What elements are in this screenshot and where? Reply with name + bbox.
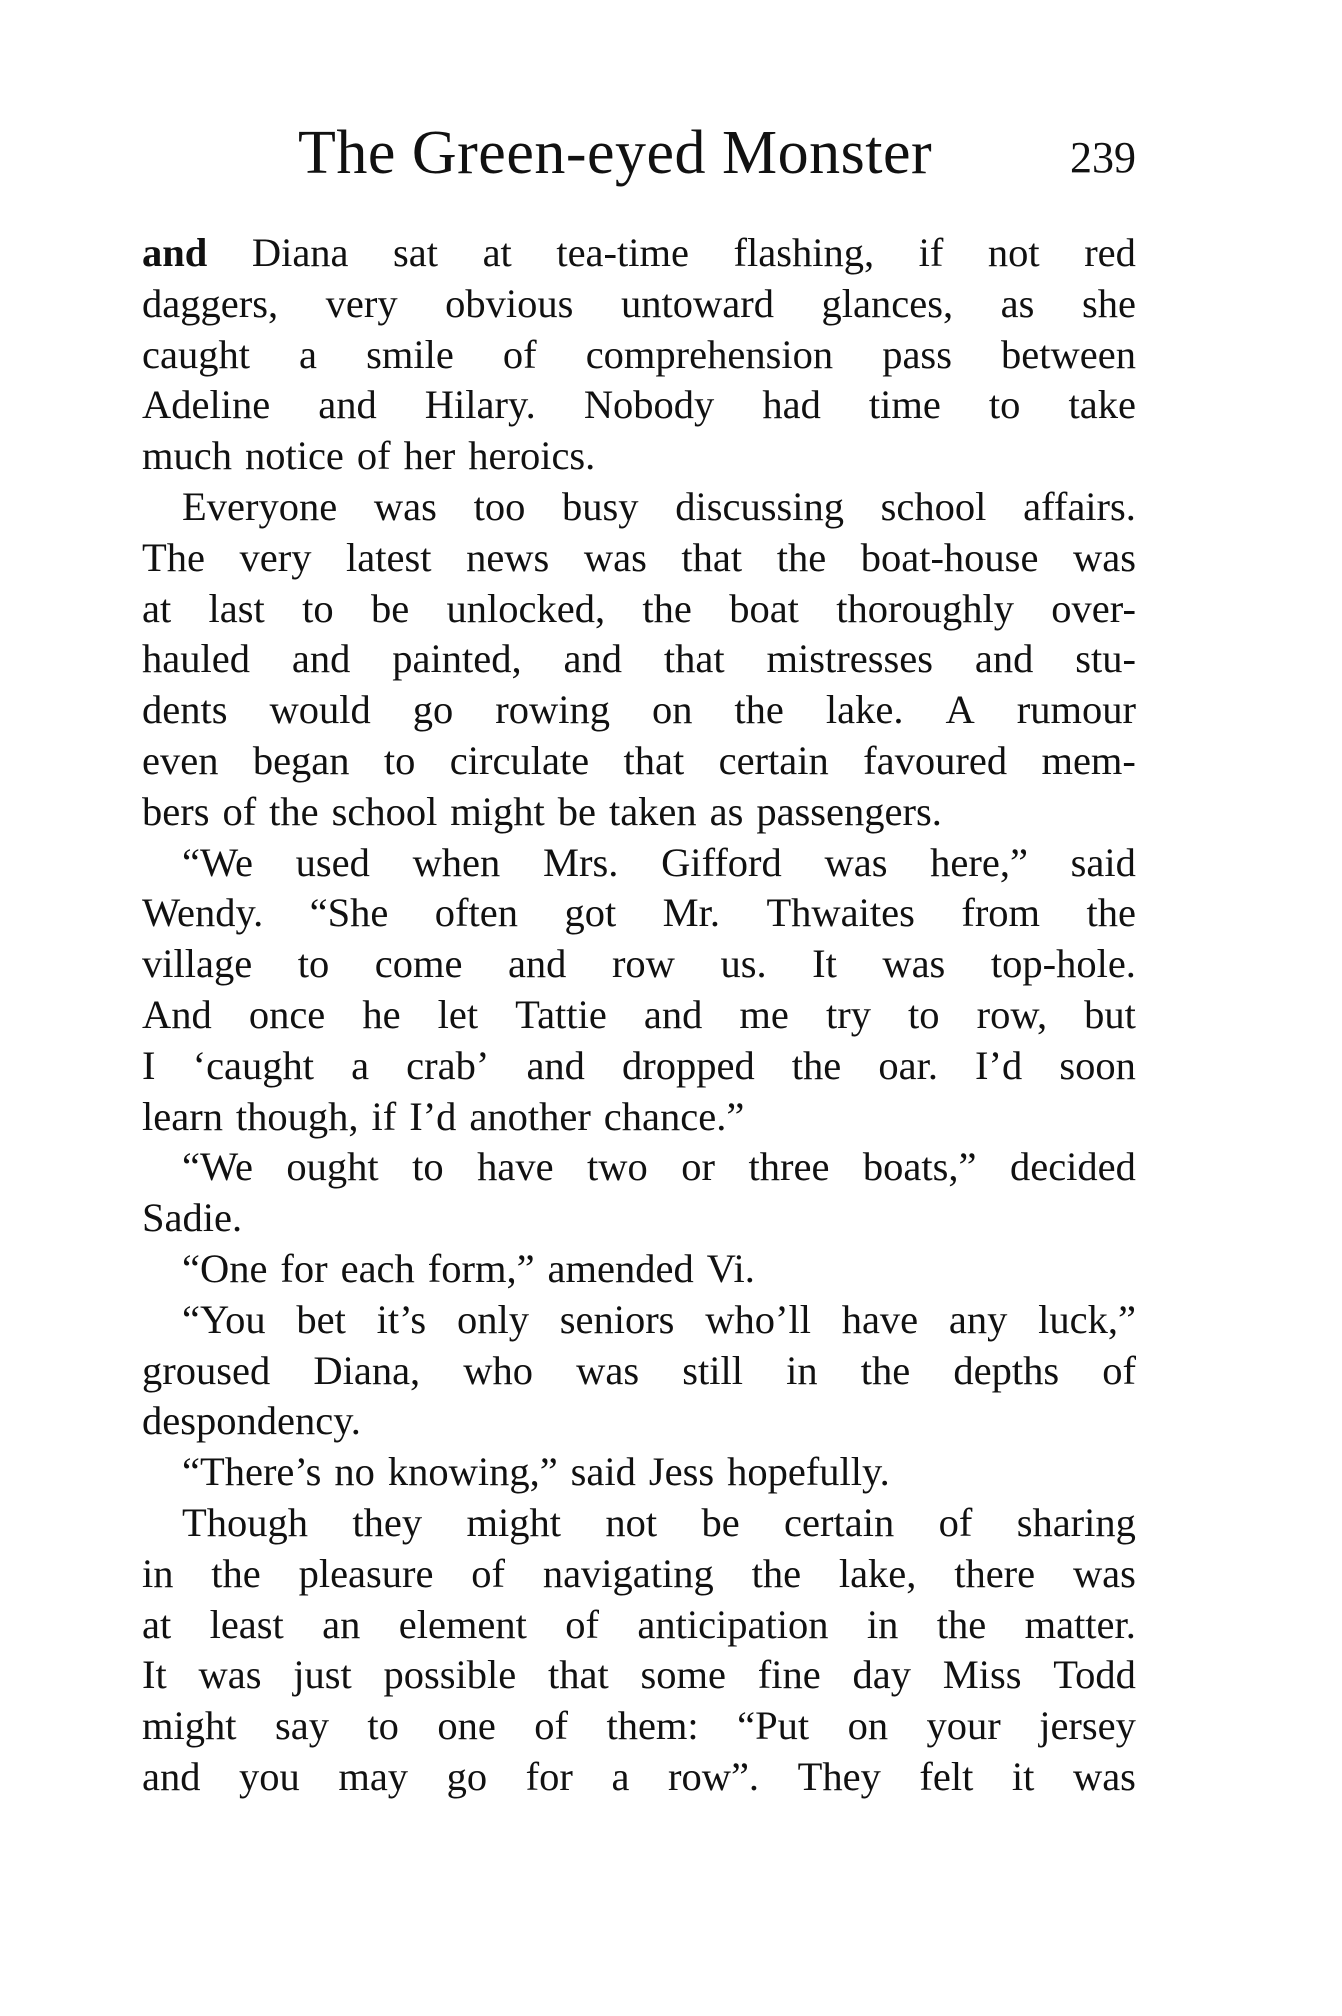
word: oar. xyxy=(878,1042,938,1088)
word: you xyxy=(239,1753,300,1799)
word: at xyxy=(142,1601,172,1647)
word: very xyxy=(239,534,312,580)
word: if xyxy=(918,230,944,275)
word: the xyxy=(791,1042,842,1088)
word: and xyxy=(643,991,703,1037)
word: dropped xyxy=(622,1042,755,1088)
text-line xyxy=(142,1600,1136,1651)
word: some xyxy=(640,1652,727,1698)
word: two xyxy=(587,1144,648,1190)
word: for xyxy=(280,1245,328,1291)
word: and xyxy=(507,941,567,987)
word: as xyxy=(1000,280,1035,326)
word: got xyxy=(564,890,617,936)
word: the xyxy=(734,687,784,733)
word: me xyxy=(739,991,789,1037)
text-line xyxy=(142,279,1136,330)
word: one xyxy=(437,1703,496,1749)
text-line xyxy=(142,888,1136,939)
word: “Put xyxy=(737,1703,810,1749)
word: Gifford xyxy=(661,839,782,885)
text-line xyxy=(142,1396,1136,1447)
page-number: 239 xyxy=(1070,133,1136,182)
word: time xyxy=(868,382,941,428)
word: and xyxy=(526,1042,585,1088)
word: Tattie xyxy=(515,991,607,1037)
word: and xyxy=(142,1753,201,1799)
word: and xyxy=(142,230,208,275)
word: ‘caught xyxy=(192,1042,315,1088)
body-text xyxy=(142,228,1136,1803)
word: They xyxy=(797,1753,881,1799)
word: lake, xyxy=(838,1550,917,1596)
word: though, xyxy=(235,1093,359,1139)
text-line xyxy=(142,431,1136,482)
word: have xyxy=(477,1144,554,1190)
word: certain xyxy=(784,1499,895,1545)
word: comprehension xyxy=(585,331,834,377)
word: row, xyxy=(976,991,1048,1037)
word: Wendy. xyxy=(142,890,264,936)
word: navigating xyxy=(542,1550,714,1596)
word: and xyxy=(974,636,1034,682)
word: that xyxy=(681,534,743,580)
word: of xyxy=(222,788,257,834)
word: another xyxy=(469,1093,591,1139)
word: to xyxy=(367,1703,399,1749)
text-line xyxy=(142,1041,1136,1092)
word: bet xyxy=(296,1296,346,1342)
word: they xyxy=(352,1499,423,1545)
word: The xyxy=(142,534,205,580)
word: rowing xyxy=(495,687,610,733)
word: row”. xyxy=(667,1753,760,1799)
word: the xyxy=(642,585,692,631)
word: “She xyxy=(309,890,389,936)
word: mistresses xyxy=(766,636,933,682)
word: even xyxy=(142,737,219,783)
word: be xyxy=(557,788,596,834)
word: of xyxy=(471,1550,506,1596)
word: top-hole. xyxy=(990,941,1136,987)
word: as xyxy=(709,788,744,834)
word: a xyxy=(611,1753,630,1799)
word: who xyxy=(463,1347,534,1393)
word: said xyxy=(570,1449,636,1495)
word: on xyxy=(847,1703,889,1749)
word: lake. xyxy=(825,687,904,733)
word: hopefully. xyxy=(727,1449,890,1495)
word: too xyxy=(473,483,526,529)
word: discussing xyxy=(675,483,844,529)
text-line xyxy=(142,939,1136,990)
word: not xyxy=(605,1499,658,1545)
word: in xyxy=(142,1550,174,1596)
word: Vi. xyxy=(706,1245,755,1291)
text-line xyxy=(142,330,1136,381)
word: dents xyxy=(142,687,228,733)
word: “We xyxy=(182,839,253,885)
word: favoured xyxy=(863,737,1008,783)
word: come xyxy=(374,941,463,987)
word: amended xyxy=(547,1245,694,1291)
word: much xyxy=(142,433,232,479)
word: latest xyxy=(346,534,432,580)
word: have xyxy=(841,1296,919,1342)
word: Nobody xyxy=(583,382,715,428)
word: of xyxy=(565,1601,599,1647)
word: that xyxy=(548,1652,609,1698)
text-line xyxy=(142,1244,1136,1295)
word: I’d xyxy=(409,1093,457,1139)
word: she xyxy=(1081,280,1136,326)
word: had xyxy=(762,382,821,428)
page-header xyxy=(298,118,1136,198)
word: said xyxy=(1070,839,1136,885)
word: sharing xyxy=(1016,1499,1136,1545)
word: fine xyxy=(757,1652,821,1698)
word: it’s xyxy=(376,1296,427,1342)
word: Though xyxy=(182,1499,308,1545)
word: unlocked, xyxy=(446,585,606,631)
word: flashing, xyxy=(733,230,875,275)
word: was xyxy=(1072,1753,1136,1799)
word: on xyxy=(651,687,693,733)
word: was xyxy=(1072,534,1136,580)
word: day xyxy=(852,1652,911,1698)
text-line xyxy=(142,482,1136,533)
word: last xyxy=(208,585,265,631)
word: circulate xyxy=(449,737,590,783)
word: learn xyxy=(142,1093,223,1139)
word: an xyxy=(322,1601,361,1647)
word: a xyxy=(299,331,318,377)
word: might xyxy=(466,1499,561,1545)
text-line xyxy=(142,228,1136,279)
word: matter. xyxy=(1024,1601,1136,1647)
text-line xyxy=(142,1447,1136,1498)
word: at xyxy=(482,230,512,275)
text-line xyxy=(142,787,1136,838)
word: Miss xyxy=(942,1652,1022,1698)
word: be xyxy=(701,1499,740,1545)
word: pass xyxy=(882,331,952,377)
word: the xyxy=(211,1550,261,1596)
word: to xyxy=(988,382,1021,428)
word: at xyxy=(142,585,172,631)
word: possible xyxy=(383,1652,517,1698)
text-line xyxy=(142,533,1136,584)
word: anticipation xyxy=(637,1601,829,1647)
text-line xyxy=(142,736,1136,787)
word: painted, xyxy=(392,636,522,682)
word: be xyxy=(370,585,410,631)
word: busy xyxy=(562,483,639,529)
word: was xyxy=(882,941,946,987)
word: “There’s xyxy=(182,1449,322,1495)
word: would xyxy=(269,687,371,733)
word: often xyxy=(434,890,519,936)
word: heroics. xyxy=(468,433,596,479)
word: began xyxy=(252,737,350,783)
text-line xyxy=(142,1752,1136,1803)
word: Everyone xyxy=(182,483,338,529)
word: to xyxy=(297,941,330,987)
word: if xyxy=(371,1093,397,1139)
text-line xyxy=(142,838,1136,889)
word: and xyxy=(563,636,622,682)
word: used xyxy=(295,839,370,885)
word: It xyxy=(142,1652,167,1698)
word: boat xyxy=(729,585,799,631)
word: decided xyxy=(1009,1144,1136,1190)
word: school xyxy=(331,788,438,834)
word: Diana, xyxy=(313,1347,421,1393)
word: may xyxy=(338,1753,409,1799)
word: rumour xyxy=(1016,687,1136,733)
word: knowing,” xyxy=(387,1449,558,1495)
word: depths xyxy=(953,1347,1060,1393)
word: just xyxy=(293,1652,352,1698)
word: form,” xyxy=(427,1245,535,1291)
word: boats,” xyxy=(862,1144,977,1190)
word: or xyxy=(681,1144,716,1190)
word: groused xyxy=(142,1347,271,1393)
text-line xyxy=(142,584,1136,635)
word: notice xyxy=(244,433,344,479)
word: school xyxy=(880,483,987,529)
word: bers xyxy=(142,788,210,834)
word: go xyxy=(446,1753,488,1799)
word: soon xyxy=(1059,1042,1136,1088)
word: take xyxy=(1068,382,1136,428)
word: row xyxy=(611,941,675,987)
word: no xyxy=(334,1449,375,1495)
word: Jess xyxy=(648,1449,715,1495)
word: Adeline xyxy=(142,382,271,428)
word: that xyxy=(623,737,685,783)
word: taken xyxy=(608,788,697,834)
word: that xyxy=(663,636,725,682)
word: crab’ xyxy=(406,1042,490,1088)
word: mem- xyxy=(1041,737,1136,783)
word: and xyxy=(291,636,351,682)
word: Todd xyxy=(1053,1652,1136,1698)
text-line xyxy=(142,380,1136,431)
word: pleasure xyxy=(298,1550,434,1596)
word: the xyxy=(269,788,319,834)
word: go xyxy=(412,687,454,733)
word: let xyxy=(437,991,479,1037)
word: who’ll xyxy=(705,1296,811,1342)
word: might xyxy=(142,1703,237,1749)
word: untoward xyxy=(621,280,774,326)
word: affairs. xyxy=(1023,483,1136,529)
word: of xyxy=(1102,1347,1136,1393)
word: Diana xyxy=(251,230,349,275)
word: boat-house xyxy=(860,534,1039,580)
word: was xyxy=(583,534,647,580)
text-line xyxy=(142,1193,1136,1244)
word: of xyxy=(938,1499,973,1545)
text-line xyxy=(142,990,1136,1041)
word: red xyxy=(1084,230,1136,275)
word: Mr. xyxy=(662,890,721,936)
word: tea-time xyxy=(556,230,689,275)
word: say xyxy=(274,1703,329,1749)
word: her xyxy=(403,433,456,479)
word: the xyxy=(776,534,827,580)
word: I xyxy=(142,1042,156,1088)
word: there xyxy=(954,1550,1036,1596)
word: three xyxy=(748,1144,830,1190)
word: despondency. xyxy=(142,1398,361,1444)
word: to xyxy=(908,991,940,1037)
word: glances, xyxy=(821,280,954,326)
word: was xyxy=(824,839,888,885)
text-line xyxy=(142,1295,1136,1346)
word: Mrs. xyxy=(542,839,619,885)
word: each xyxy=(340,1245,415,1291)
word: least xyxy=(209,1601,284,1647)
word: from xyxy=(961,890,1041,936)
word: the xyxy=(751,1550,802,1596)
text-line xyxy=(142,1549,1136,1600)
word: daggers, xyxy=(142,280,279,326)
word: passengers. xyxy=(756,788,942,834)
word: them: xyxy=(606,1703,699,1749)
word: only xyxy=(456,1296,529,1342)
word: was xyxy=(1072,1550,1136,1596)
word: in xyxy=(866,1601,899,1647)
word: try xyxy=(825,991,871,1037)
word: obvious xyxy=(445,280,574,326)
word: “We xyxy=(182,1144,253,1190)
running-title: The Green-eyed Monster xyxy=(298,119,933,187)
text-line xyxy=(142,1701,1136,1752)
word: seniors xyxy=(559,1296,675,1342)
word: once xyxy=(248,991,326,1037)
word: here,” xyxy=(930,839,1028,885)
word: Thwaites xyxy=(766,890,915,936)
word: he xyxy=(362,991,401,1037)
word: Hilary. xyxy=(424,382,536,428)
word: not xyxy=(987,230,1040,275)
word: sat xyxy=(393,230,439,275)
word: caught xyxy=(142,331,250,377)
word: very xyxy=(325,280,398,326)
word: was xyxy=(576,1347,640,1393)
text-line xyxy=(142,1650,1136,1701)
word: I’d xyxy=(975,1042,1023,1088)
word: news xyxy=(466,534,550,580)
text-line xyxy=(142,685,1136,736)
word: the xyxy=(936,1601,987,1647)
word: of xyxy=(534,1703,569,1749)
word: element xyxy=(398,1601,527,1647)
word: was xyxy=(373,483,437,529)
text-line xyxy=(142,1092,1136,1143)
word: still xyxy=(682,1347,744,1393)
word: felt xyxy=(919,1753,974,1799)
word: and xyxy=(318,382,377,428)
word: thoroughly xyxy=(836,585,1014,631)
word: village xyxy=(142,941,253,987)
word: certain xyxy=(718,737,829,783)
word: of xyxy=(502,331,537,377)
word: in xyxy=(786,1347,818,1393)
word: luck,” xyxy=(1038,1296,1136,1342)
word: might xyxy=(450,788,545,834)
word: to xyxy=(412,1144,444,1190)
word: chance.” xyxy=(603,1093,745,1139)
text-line xyxy=(142,634,1136,685)
text-line xyxy=(142,1142,1136,1193)
text-line xyxy=(142,1498,1136,1549)
word: smile xyxy=(366,331,454,377)
word: for xyxy=(525,1753,573,1799)
word: over- xyxy=(1051,585,1136,631)
word: And xyxy=(142,991,212,1037)
word: hauled xyxy=(142,636,250,682)
word: “One xyxy=(182,1245,268,1291)
word: us. xyxy=(720,941,767,987)
word: the xyxy=(1086,890,1136,936)
word: Sadie. xyxy=(142,1195,243,1241)
word: when xyxy=(412,839,501,885)
word: was xyxy=(198,1652,262,1698)
word: to xyxy=(302,585,334,631)
word: “You xyxy=(182,1296,266,1342)
word: any xyxy=(948,1296,1008,1342)
word: It xyxy=(812,941,837,987)
word: but xyxy=(1084,991,1136,1037)
word: to xyxy=(383,737,416,783)
word: between xyxy=(1001,331,1136,377)
word: A xyxy=(945,687,975,733)
word: the xyxy=(860,1347,911,1393)
word: a xyxy=(351,1042,370,1088)
word: stu- xyxy=(1075,636,1136,682)
word: of xyxy=(356,433,391,479)
text-line xyxy=(142,1346,1136,1397)
word: jersey xyxy=(1039,1703,1136,1749)
word: your xyxy=(926,1703,1001,1749)
word: it xyxy=(1011,1753,1035,1799)
word: ought xyxy=(286,1144,379,1190)
